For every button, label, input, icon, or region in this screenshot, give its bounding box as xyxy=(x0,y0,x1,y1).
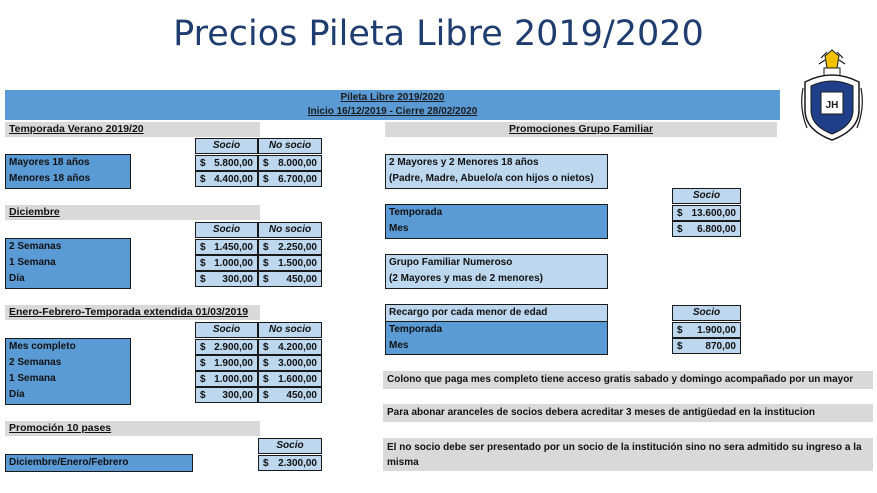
promo10-label: Diciembre/Enero/Febrero xyxy=(9,457,129,468)
diciembre-socio-value: $ 300,00 xyxy=(195,271,258,287)
recargo-socio-value: $ 870,00 xyxy=(672,338,741,354)
enero-socio-value: $ 1.000,00 xyxy=(195,371,258,387)
section-enero-title: Enero-Febrero-Temporada extendida 01/03/2019 xyxy=(5,305,260,320)
familiar-desc-line1: 2 Mayores y 2 Menores 18 años xyxy=(389,157,539,168)
enero-no-socio-value: $ 1.600,00 xyxy=(258,371,322,387)
recargo-col-header-socio: Socio xyxy=(672,305,741,321)
diciembre-row-label: 1 Semana xyxy=(9,257,56,268)
recargo-label: Recargo por cada menor de edad xyxy=(389,307,548,318)
familiar-col-header-socio: Socio xyxy=(672,188,741,204)
enero-row-label: Día xyxy=(9,389,25,400)
enero-socio-value: $ 300,00 xyxy=(195,387,258,403)
promo10-label-box xyxy=(5,454,193,472)
note-no-socio: El no socio debe ser presentado por un socio de la institución sino no sera admitido su ingreso a la misma xyxy=(383,438,873,471)
col-header-socio: Socio xyxy=(195,138,258,154)
season-banner xyxy=(5,90,780,120)
diciembre-labels xyxy=(5,238,131,289)
diciembre-no-socio-value: $ 450,00 xyxy=(258,271,322,287)
verano-socio-value: $ 4.400,00 xyxy=(195,171,258,187)
enero-no-socio-value: $ 4.200,00 xyxy=(258,339,322,355)
diciembre-row-label: Día xyxy=(9,273,25,284)
banner-dates: Inicio 16/12/2019 - Cierre 28/02/2020 xyxy=(307,106,478,117)
verano-no-socio-value: $ 6.700,00 xyxy=(258,171,322,187)
banner-title: Pileta Libre 2019/2020 xyxy=(340,92,445,103)
col-header-socio: Socio xyxy=(258,438,322,454)
diciembre-socio-value: $ 1.000,00 xyxy=(195,255,258,271)
enero-socio-value: $ 1.900,00 xyxy=(195,355,258,371)
familiar-labels xyxy=(385,204,608,239)
diciembre-no-socio-value: $ 2.250,00 xyxy=(258,239,322,255)
recargo-row-label: Temporada xyxy=(389,324,443,335)
recargo-row-label: Mes xyxy=(389,340,409,351)
verano-row-label: Menores 18 años xyxy=(9,173,91,184)
familiar-description xyxy=(385,154,608,189)
familiar-row-label: Temporada xyxy=(389,207,443,218)
enero-socio-value: $ 2.900,00 xyxy=(195,339,258,355)
familiar-socio-value: $ 6.800,00 xyxy=(672,221,741,237)
col-header-no-socio: No socio xyxy=(258,222,322,238)
promo10-socio-value: $ 2.300,00 xyxy=(258,455,322,471)
section-diciembre-title: Diciembre xyxy=(5,205,260,220)
familiar-socio-value: $ 13.600,00 xyxy=(672,205,741,221)
note-colono: Colono que paga mes completo tiene acceso gratis sabado y domingo acompañado por un mayor xyxy=(383,371,873,389)
col-header-socio: Socio xyxy=(195,222,258,238)
note-antiguedad: Para abonar aranceles de socios debera acreditar 3 meses de antigüedad en la institucion xyxy=(383,404,873,422)
enero-labels xyxy=(5,338,131,405)
col-header-no-socio: No socio xyxy=(258,322,322,338)
familiar-desc-line2: (Padre, Madre, Abuelo/a con hijos o nietos) xyxy=(389,173,594,184)
verano-socio-value: $ 5.800,00 xyxy=(195,155,258,171)
numeroso-line1: Grupo Familiar Numeroso xyxy=(389,257,513,268)
svg-text:JH: JH xyxy=(825,100,839,111)
enero-no-socio-value: $ 3.000,00 xyxy=(258,355,322,371)
verano-row-label: Mayores 18 años xyxy=(9,157,90,168)
enero-row-label: 1 Semana xyxy=(9,373,56,384)
page-title: Precios Pileta Libre 2019/2020 xyxy=(173,14,704,54)
section-familiar-title: Promociones Grupo Familiar xyxy=(385,122,777,137)
recargo-header xyxy=(385,304,608,322)
recargo-labels xyxy=(385,321,608,355)
numeroso-line2: (2 Mayores y mas de 2 menores) xyxy=(389,273,543,284)
diciembre-row-label: 2 Semanas xyxy=(9,241,62,252)
verano-labels xyxy=(5,154,131,189)
col-header-socio: Socio xyxy=(195,322,258,338)
section-promo10-title: Promoción 10 pases xyxy=(5,421,260,436)
club-logo xyxy=(797,48,867,144)
familiar-numeroso xyxy=(385,254,608,289)
section-verano-title: Temporada Verano 2019/20 xyxy=(5,122,260,137)
verano-no-socio-value: $ 8.000,00 xyxy=(258,155,322,171)
enero-row-label: Mes completo xyxy=(9,341,76,352)
familiar-row-label: Mes xyxy=(389,223,409,234)
col-header-no-socio: No socio xyxy=(258,138,322,154)
diciembre-no-socio-value: $ 1.500,00 xyxy=(258,255,322,271)
recargo-socio-value: $ 1.900,00 xyxy=(672,322,741,338)
enero-row-label: 2 Semanas xyxy=(9,357,62,368)
diciembre-socio-value: $ 1.450,00 xyxy=(195,239,258,255)
enero-no-socio-value: $ 450,00 xyxy=(258,387,322,403)
